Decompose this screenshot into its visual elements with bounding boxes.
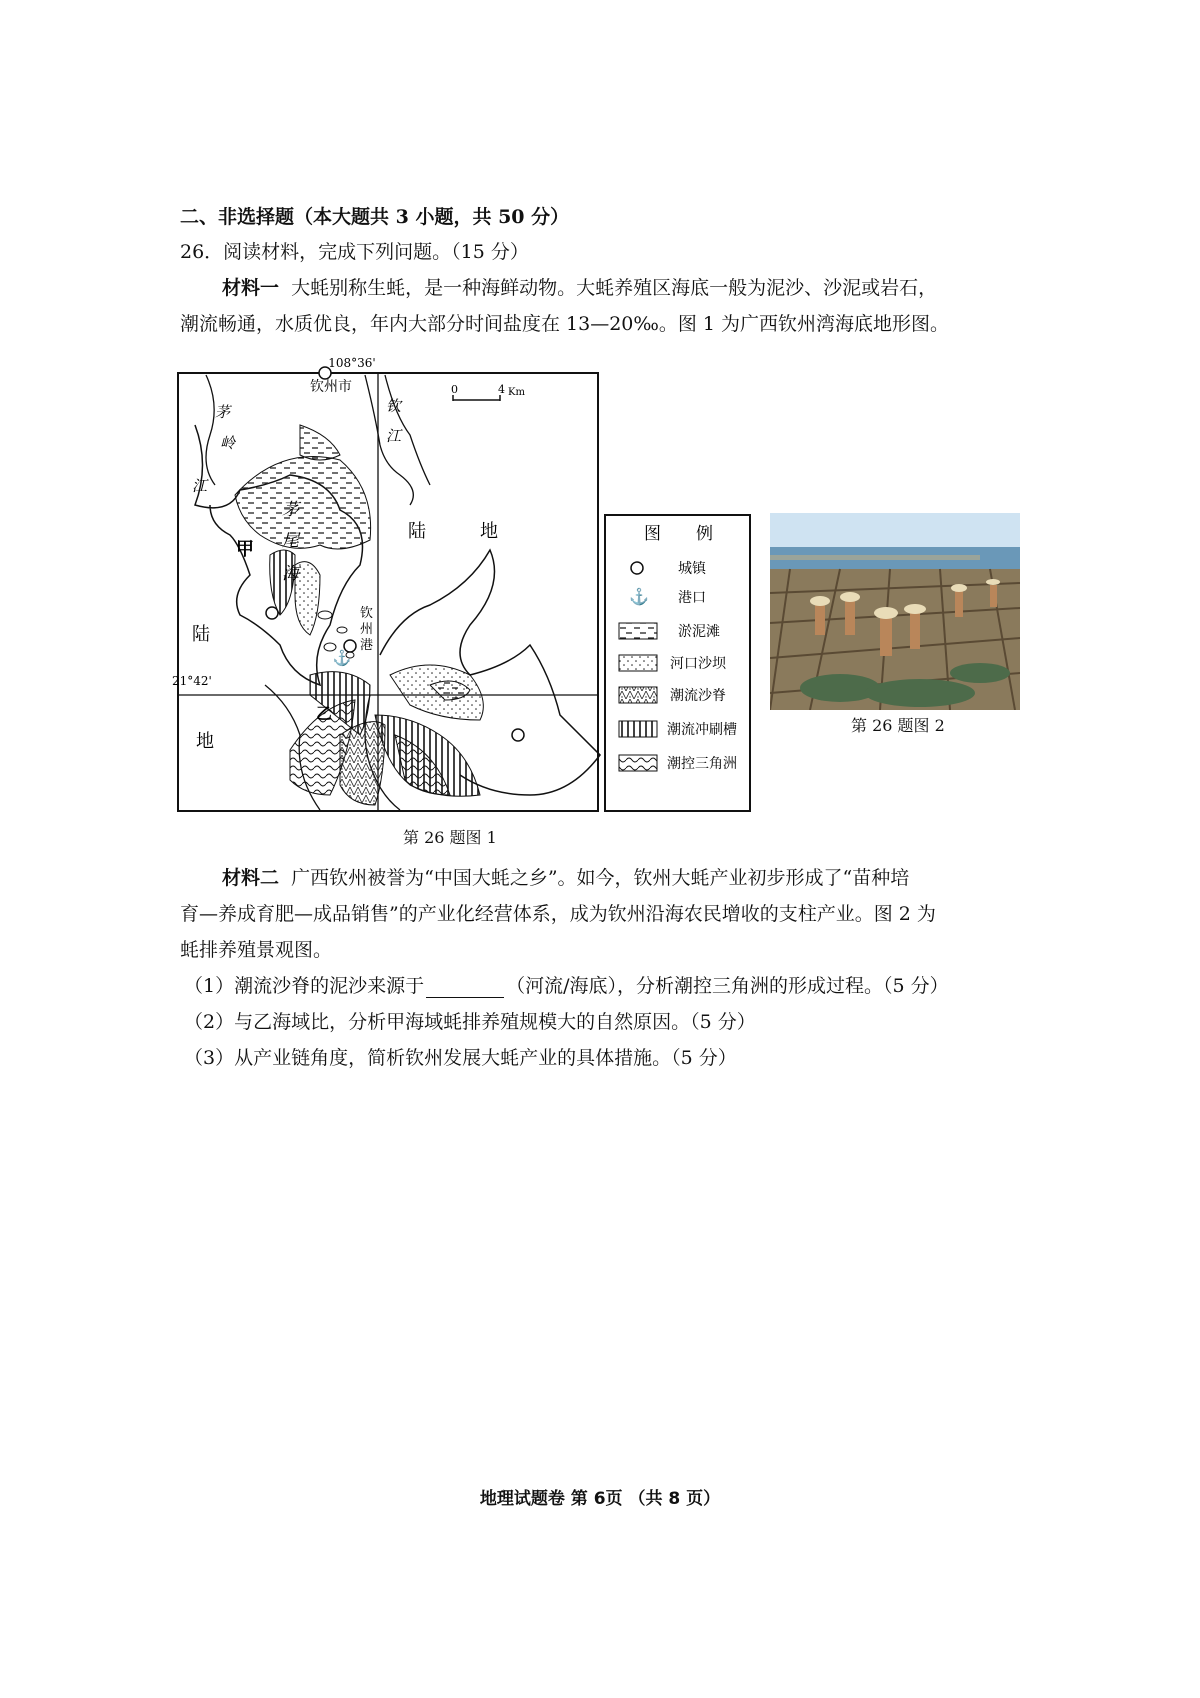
legend-ridge-swatch (619, 687, 657, 703)
qin-river-2: 江 (386, 427, 402, 445)
map-legend (605, 515, 750, 811)
land-right-2: 地 (480, 521, 498, 542)
port-label-1: 钦 (360, 606, 374, 621)
legend-title-1: 图 (644, 524, 661, 544)
material1-line2: 潮流畅通，水质优良，年内大部分时间盐度在 13—20‰。图 1 为广西钦州湾海底地形图。 (180, 313, 950, 335)
scale-four: 4 (498, 383, 505, 396)
qin-river-1: 钦 (386, 397, 402, 415)
maowei-sea-1: 茅 (282, 500, 299, 520)
label-jia: 甲 (236, 539, 254, 560)
scale-unit: Km (508, 387, 525, 398)
question-stem: 26．阅读材料，完成下列问题。（15 分） (180, 241, 529, 263)
sub1-prefix: （1）潮流沙脊的泥沙来源于 (184, 975, 425, 997)
sub-question-2: （2）与乙海域比，分析甲海域蚝排养殖规模大的自然原因。（5 分） (184, 1011, 756, 1033)
land-left-2: 地 (196, 731, 214, 752)
legend-trough: 潮流冲刷槽 (667, 722, 737, 738)
material2-line1 (222, 866, 909, 890)
maoling-river-2: 岭 (220, 434, 236, 452)
legend-ridge: 潮流沙脊 (670, 688, 726, 704)
legend-sandbar: 河口沙坝 (670, 656, 726, 672)
material2-text1: 广西钦州被誉为“中国大蚝之乡”。如今，钦州大蚝产业初步形成了“苗种培 (291, 867, 910, 889)
legend-trough-swatch (619, 721, 657, 737)
map-caption: 第 26 题图 1 (403, 828, 497, 847)
town-marker-southeast (512, 729, 524, 741)
legend-title-2: 例 (696, 524, 713, 544)
oyster-farm-photo (770, 513, 1020, 710)
legend-mud-swatch (619, 623, 657, 639)
city-label: 钦州市 (310, 379, 352, 395)
legend-anchor-icon: ⚓ (629, 587, 649, 606)
town-marker (266, 607, 278, 619)
maowei-sea-3: 海 (282, 564, 299, 584)
legend-town: 城镇 (678, 561, 706, 577)
anchor-icon: ⚓ (332, 649, 352, 667)
sub1-suffix: （河流/海底），分析潮控三角洲的形成过程。（5 分） (506, 975, 949, 997)
photo-caption: 第 26 题图 2 (851, 716, 945, 735)
port-label-3: 港 (360, 638, 374, 653)
sub-question-1 (184, 974, 949, 998)
material2-label: 材料二 (222, 867, 280, 889)
material2-line3: 蚝排养殖景观图。 (180, 939, 333, 961)
land-right-1: 陆 (408, 521, 426, 542)
legend-delta: 潮控三角洲 (667, 756, 737, 772)
legend-port: 港口 (678, 590, 706, 606)
material1-line1 (222, 276, 937, 300)
sub-question-3: （3）从产业链角度，简析钦州发展大蚝产业的具体措施。（5 分） (184, 1047, 737, 1069)
material1-text1: 大蚝别称生蚝，是一种海鲜动物。大蚝养殖区海底一般为泥沙、沙泥或岩石， (291, 277, 938, 299)
material1-label: 材料一 (222, 277, 280, 299)
page-footer: 地理试题卷 第 6页 （共 8 页） (479, 1489, 721, 1509)
port-label-2: 州 (360, 622, 374, 637)
legend-town-symbol (631, 562, 643, 574)
maowei-sea-2: 尾 (282, 531, 299, 551)
maoling-river-3: 江 (192, 477, 208, 495)
longitude-label: 108°36' (328, 356, 376, 370)
material2-line2: 育—养成育肥—成品销售”的产业化经营体系，成为钦州沿海农民增收的支柱产业。图 2 为 (180, 903, 936, 925)
latitude-label: 21°42' (172, 674, 212, 688)
legend-sandbar-swatch (619, 655, 657, 671)
land-left-1: 陆 (192, 624, 210, 645)
section-heading: 二、非选择题（本大题共 3 小题，共 50 分） (180, 206, 570, 228)
scale-zero: 0 (451, 383, 458, 396)
legend-delta-swatch (619, 755, 657, 771)
seabed-topography-map (170, 355, 770, 815)
legend-mud: 淤泥滩 (678, 624, 720, 640)
label-yi: 乙 (316, 704, 333, 723)
maoling-river-1: 茅 (215, 403, 231, 421)
answer-blank[interactable] (426, 979, 504, 998)
